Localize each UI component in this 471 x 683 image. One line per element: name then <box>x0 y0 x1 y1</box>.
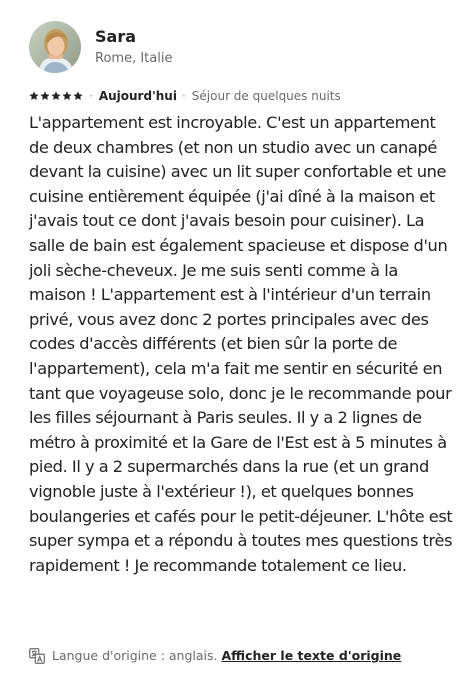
translation-footer <box>29 646 401 666</box>
review-meta <box>29 88 341 104</box>
avatar-photo-icon <box>29 21 81 73</box>
star-icon <box>62 91 72 101</box>
reviewer-name[interactable]: Sara <box>95 26 137 46</box>
star-icon <box>51 91 61 101</box>
reviewer-info <box>95 27 172 68</box>
star-rating <box>29 91 84 101</box>
meta-separator: · <box>89 89 93 103</box>
translate-icon <box>29 648 45 664</box>
review-date: Aujourd'hui <box>98 89 177 103</box>
original-language-note: Langue d'origine : anglais. <box>52 648 218 663</box>
review-text: L'appartement est incroyable. C'est un appartement de deux chambres (et non un studio avec un canapé devant la cuisine) avec un lit super confortable et une cuisine entièrement équipée (j'ai dîné à la maison et j'avais tout ce dont j'avais besoin pour cuisiner). La salle de bain est également spacieuse et dispose d'un joli sèche-cheveux. Je me suis senti comme à la maison ! L'appartement est à l'intérieur d'un terrain privé, vous avez donc 2 portes principales avec des codes d'accès différents (et bien sûr la porte de l'appartement), cela m'a fait me sentir en sécurité en tant que voyageuse solo, donc je le recommande pour les filles séjournant à Paris seules. Il y a 2 lignes de métro à proximité et la Gare de l'Est est à 5 minutes à pied. Il y a 2 supermarchés dans la rue (et un grand vignoble juste à l'extérieur !), et quelques bonnes boulangeries et cafés pour le petit-déjeuner. L'hôte est super sympa et a répondu à toutes mes questions très rapidement ! Je recommande totalement ce lieu. <box>29 113 453 575</box>
reviewer-location: Rome, Italie <box>95 50 173 66</box>
star-icon <box>73 91 83 101</box>
show-original-link[interactable]: Afficher le texte d'origine <box>221 648 402 663</box>
reviewer-avatar[interactable] <box>29 21 81 73</box>
reviewer-header <box>29 19 172 75</box>
star-icon <box>40 91 50 101</box>
star-icon <box>29 91 39 101</box>
stay-length: Séjour de quelques nuits <box>191 89 341 103</box>
meta-separator: · <box>181 89 186 103</box>
